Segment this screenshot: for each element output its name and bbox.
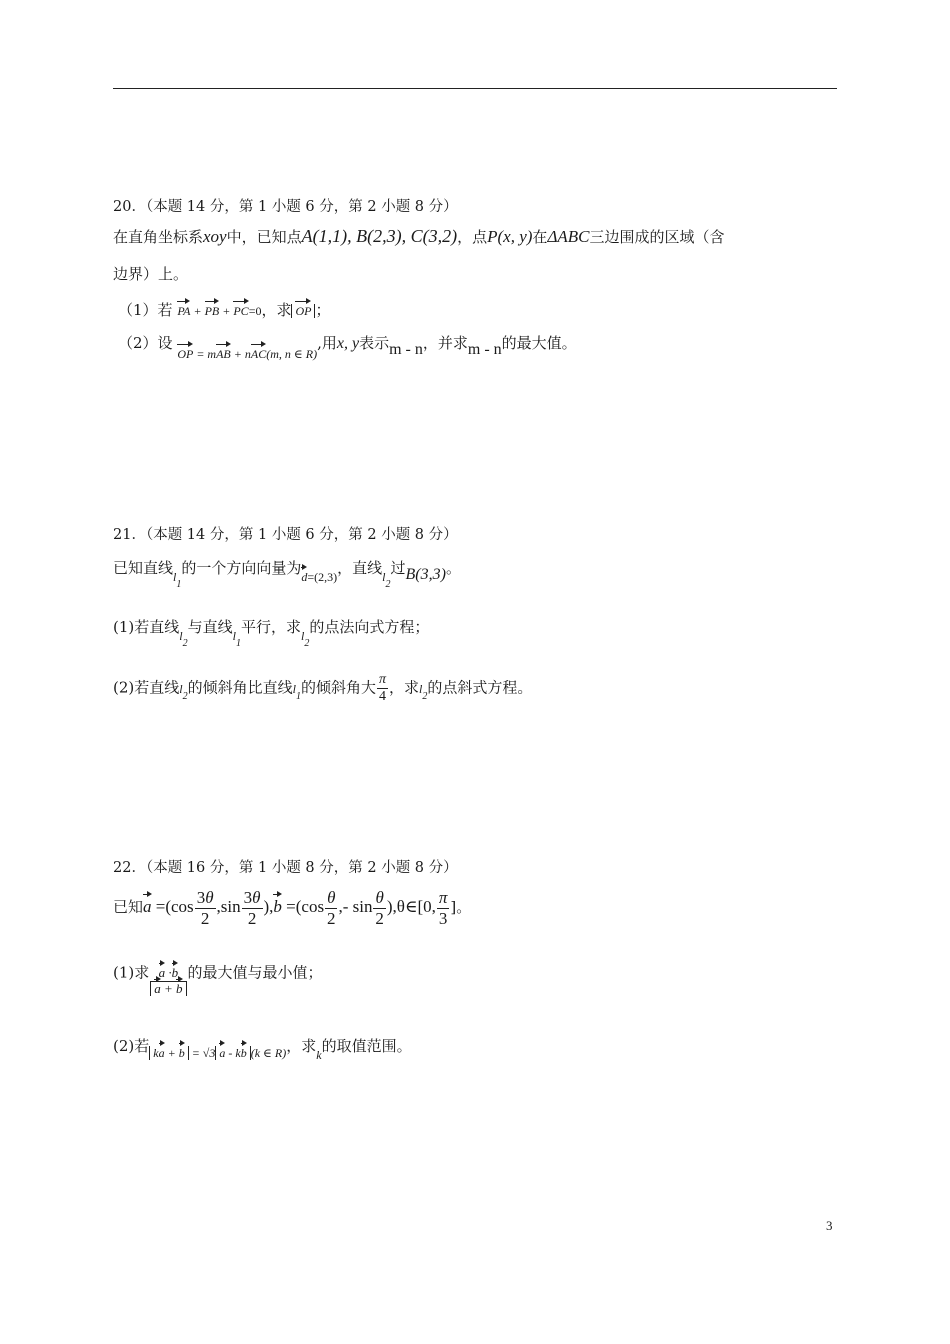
q22-part1: (1)求 $\frac{a \cdot b}{a + b}$ 的最大值与最小值； xyxy=(113,963,323,996)
q20-part1: （1）若 PA + PB + PC=0，求 OP ； xyxy=(118,301,331,319)
page-number: 3 xyxy=(826,1218,833,1233)
q22-line1: 已知a =(cos $\frac{3\theta}{2}$ ,sin $\frac{3\theta}{2}$ ),b =(cos $\frac{\theta}{2}$ ,- sin $\frac{\theta}{2}$ ),θ∈[0, $\frac{\pi}{3}$ ]。 xyxy=(113,888,472,928)
header-rule xyxy=(113,88,837,89)
q21-part1: (1)若直线$_{l_2}$与直线$_{l_1}$平行，求$_{l_2}$的点法向式方程； xyxy=(113,618,430,649)
q21-header: 21．（本题 14 分，第 1 小题 6 分，第 2 小题 8 分） xyxy=(113,527,458,543)
q21-line1: 已知直线$_{l_1}$的一个方向向量为$_{d=(2,3)}$，直线$_{l_2}$过B(3,3)。 xyxy=(113,559,461,590)
q22-header: 22．（本题 16 分，第 1 小题 8 分，第 2 小题 8 分） xyxy=(113,860,458,876)
q20-header: 20．（本题 14 分，第 1 小题 6 分，第 2 小题 8 分） xyxy=(113,199,458,215)
q20-line1: 在直角坐标系xoy中，已知点A(1,1), B(2,3), C(3,2)，点P(x, y)在ΔABC三边围成的区域（含 xyxy=(113,226,725,246)
q20-line2: 边界）上。 xyxy=(113,265,189,283)
q20-part2: （2）设 $_{OP = mAB + nAC(m, n \in R)}$,用x, y表示m - n，并求m - n的最大值。 xyxy=(118,334,577,361)
q22-part2: (2)若 $_{ka + b = √3 a - kb (k \in R)}$，求$_k$的取值范围。 xyxy=(113,1037,412,1062)
q21-part2: (2)若直线$l_2$的倾斜角比直线$l_1$的倾斜角大 $\frac{\pi}{4}$ ，求$l_2$的点斜式方程。 xyxy=(113,672,533,705)
